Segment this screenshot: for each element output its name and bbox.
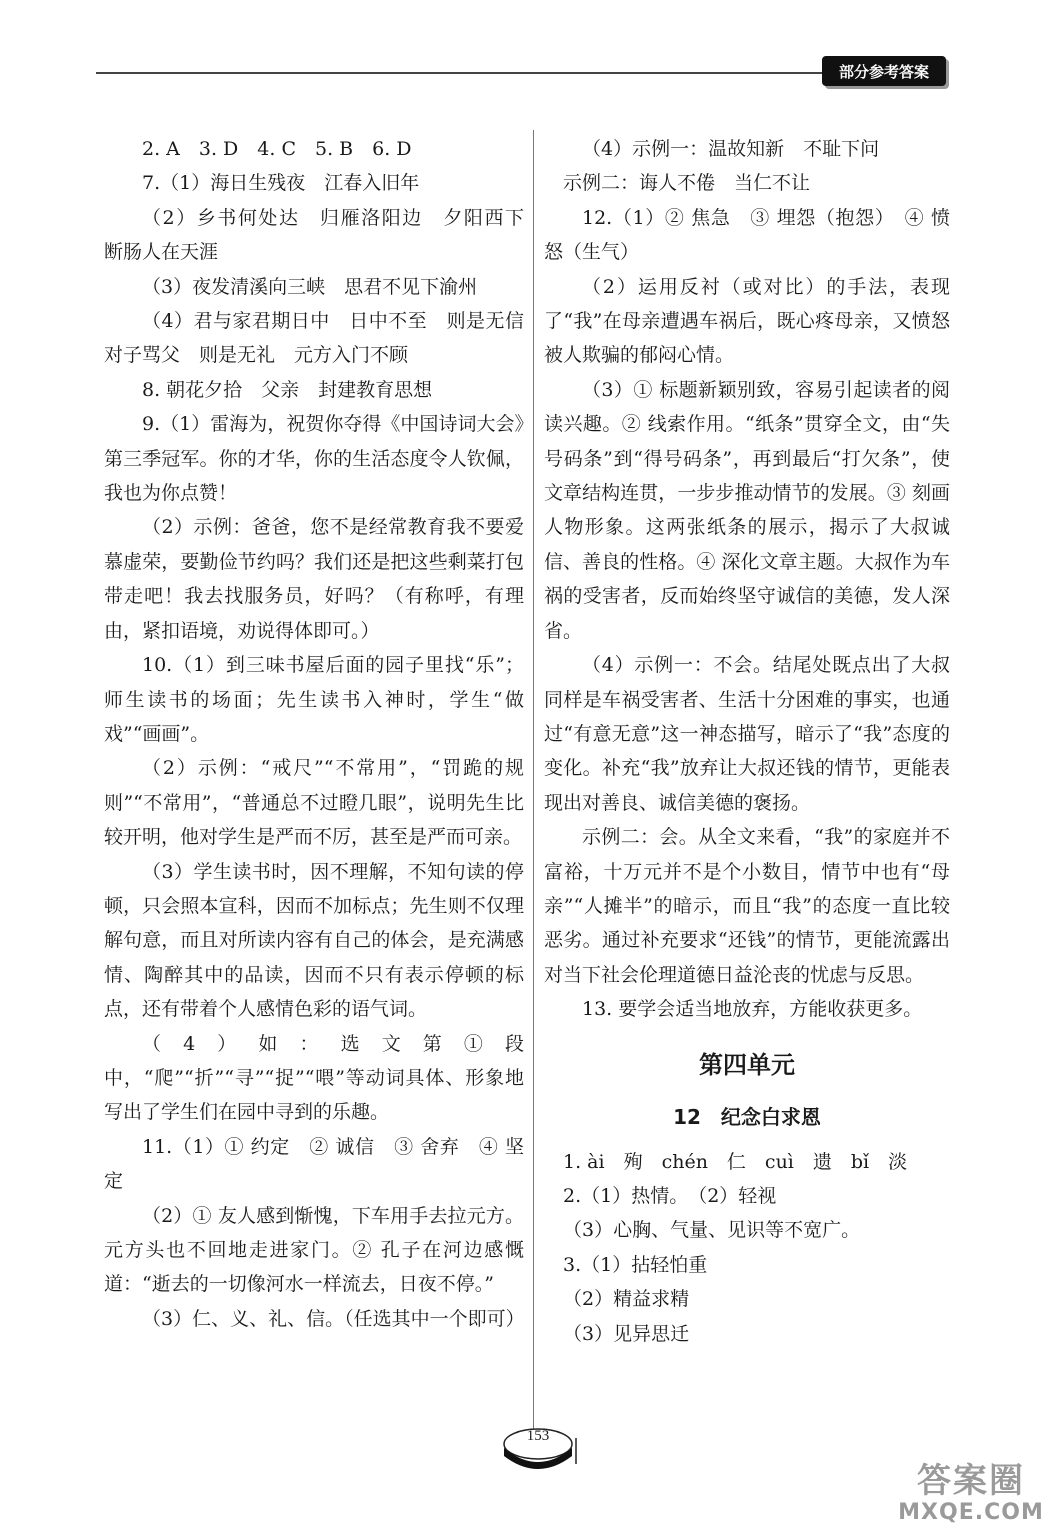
answer-line: （3）心胸、气量、见识等不宽广。 — [563, 1219, 861, 1242]
page-number-badge — [494, 1420, 580, 1476]
answer-line: （2）乡书何处达 归雁洛阳边 夕阳西下 断肠人在天涯 — [104, 206, 544, 264]
answer-line: 7.（1）海日生残夜 江春入旧年 — [142, 172, 420, 195]
answer-line: 示例二：诲人不倦 当仁不让 — [563, 172, 811, 195]
answer-line: （2）示例：爸爸，您不是经常教育我不要爱慕虚荣，要勤俭节约吗？我们还是把这些剩菜打包带走吧！我去找服务员，好吗？（有称呼，有理由，紧扣语境，劝说得体即可。） — [104, 516, 524, 642]
lesson-title: 12 纪念白求恩 — [673, 1104, 821, 1129]
answer-line: （3）仁、义、礼、信。（任选其中一个即可） — [142, 1307, 525, 1330]
answer-line: （2）精益求精 — [563, 1288, 690, 1311]
answer-line: （4）如：选文第①段中，“爬”“折”“寻”“捉”“喂”等动词具体、形象地写出了学生们在园中寻到的乐趣。 — [104, 1032, 524, 1124]
page-number: 153 — [526, 1428, 550, 1444]
watermark-url: MXQE.COM — [898, 1500, 1044, 1525]
answer-line: （4）示例一：不会。结尾处既点出了大叔同样是车祸受害者、生活十分困难的事实，也通过“有意无意”这一神态描写，暗示了“我”态度的变化。补充“我”放弃让大叔还钱的情节，更能表现出对善良、诚信美德的褒扬。 — [544, 654, 950, 814]
unit-title: 第四单元 — [699, 1050, 795, 1079]
watermark-logo — [886, 1462, 1056, 1530]
answer-line: （4）君与家君期日中 日中不至 则是无信 对子骂父 则是无礼 元方入门不顾 — [104, 310, 544, 367]
answer-line: （2）运用反衬（或对比）的手法，表现了“我”在母亲遭遇车祸后，既心疼母亲，又愤怒被人欺骗的郁闷心情。 — [544, 275, 950, 367]
answer-line: （3）① 标题新颖别致，容易引起读者的阅读兴趣。② 线索作用。“纸条”贯穿全文，由“失号码条”到“得号码条”，再到最后“打欠条”，使文章结构连贯，一步步推动情节的发展。③ 刻画人物形象。这两张纸条的展示，揭示了大叔诚信、善良的性格。④ 深化文章主题。大叔作为车祸的受害者，反而始终坚守诚信的美德，发人深省。 — [544, 378, 950, 642]
answer-line: 13. 要学会适当地放弃，方能收获更多。 — [582, 998, 923, 1021]
answer-line: （4）示例一：温故知新 不耻下问 — [582, 138, 880, 160]
left-column — [104, 132, 544, 1336]
header-rule — [96, 72, 824, 74]
answer-line: （3）学生读书时，因不理解，不知句读的停顿，只会照本宣科，因而不加标点；先生则不仅理解句意，而且对所读内容有自己的体会，是充满感情、陶醉其中的品读，因而不只有表示停顿的标点，还有带着个人感情色彩的语气词。 — [104, 860, 524, 1021]
answer-line: 11.（1）① 约定 ② 诚信 ③ 舍弃 ④ 坚定 — [104, 1135, 524, 1193]
watermark-text: 答案圈 — [917, 1461, 1025, 1501]
right-column — [544, 132, 950, 1351]
answer-line: （3）夜发清溪向三峡 思君不见下渝州 — [142, 275, 478, 298]
answer-line: 2.（1）热情。 （2）轻视 — [563, 1184, 777, 1207]
section-badge: 部分参考答案 — [822, 56, 946, 86]
answer-line: 3.（1）拈轻怕重 — [563, 1253, 708, 1276]
answer-line: 2. A 3. D 4. C 5. B 6. D — [142, 138, 412, 160]
answer-line: 1. ài 殉 chén 仁 cuì 遗 bǐ 淡 — [563, 1150, 908, 1173]
answer-line: 9.（1）雷海为，祝贺你夺得《中国诗词大会》第三季冠军。你的才华，你的生活态度令人钦佩，我也为你点赞！ — [104, 413, 524, 505]
answer-line: 10.（1）到三味书屋后面的园子里找“乐”；师生读书的场面；先生读书入神时，学生“做戏”“画画”。 — [104, 654, 524, 745]
answer-line: （3）见异思迁 — [563, 1322, 690, 1345]
answer-line: 12.（1）② 焦急 ③ 埋怨（抱怨） ④ 愤怒（生气） — [544, 206, 950, 264]
answer-line: 示例二：会。从全文来看，“我”的家庭并不富裕，十万元并不是个小数目，情节中也有“母亲”“人摊半”的暗示，而且“我”的态度一直比较恶劣。通过补充要求“还钱”的情节，更能流露出对当下社会伦理道德日益沦丧的忧虑与反思。 — [544, 826, 950, 986]
answer-line: （2）示例：“戒尺”“不常用”，“罚跪的规则”“不常用”，“普通总不过瞪几眼”，说明先生比较开明，他对学生是严而不厉，甚至是严而可亲。 — [104, 757, 524, 849]
answer-line: （2）① 友人感到惭愧，下车用手去拉元方。元方头也不回地走进家门。② 孔子在河边感慨道：“逝去的一切像河水一样流去，日夜不停。” — [104, 1204, 524, 1296]
answer-line: 8. 朝花夕拾 父亲 封建教育思想 — [142, 378, 433, 401]
